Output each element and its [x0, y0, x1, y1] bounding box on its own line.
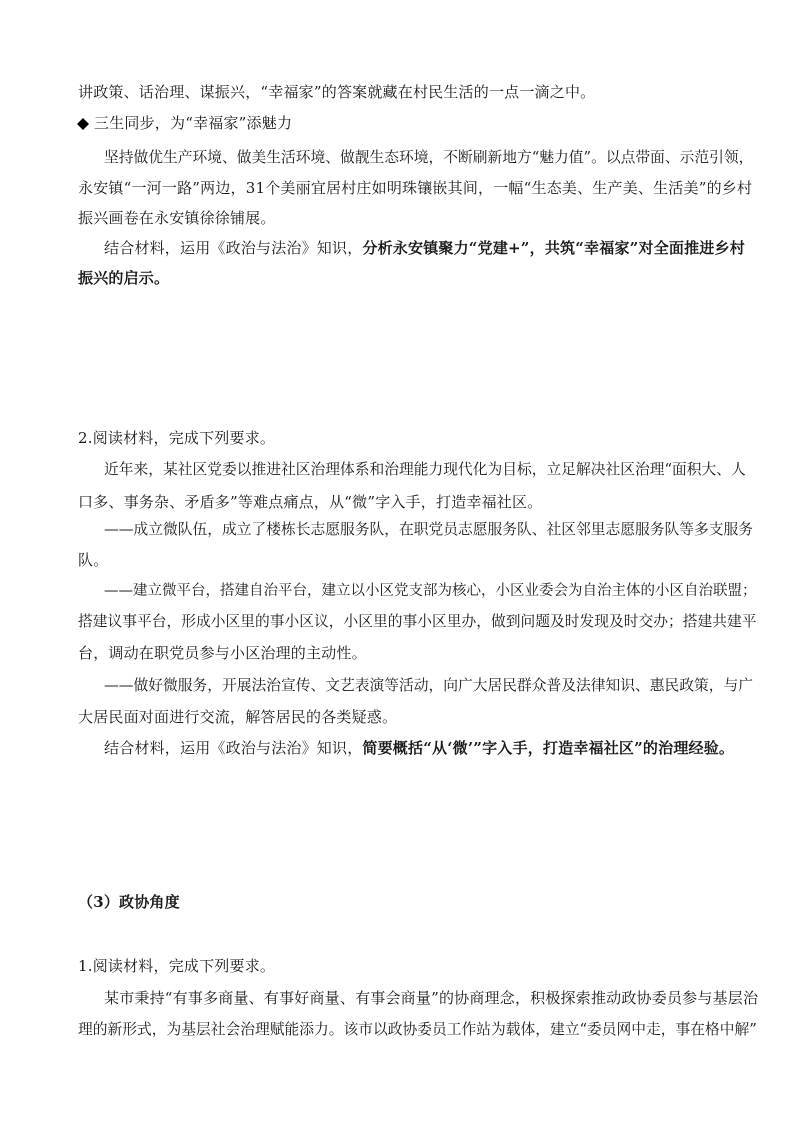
paragraph-line: 理的新形式，为基层社会治理赋能添力。该市以政协委员工作站为载体，建立“委员网中走，事在格中解” — [78, 1021, 757, 1038]
subheading — [78, 113, 292, 133]
paragraph-line: 大居民面对面进行交流，解答居民的各类疑惑。 — [78, 708, 398, 726]
paragraph-line: 台，调动在职党员参与小区治理的主动性。 — [78, 644, 367, 662]
diamond-bullet-icon — [77, 118, 89, 130]
paragraph-line: 队。 — [78, 551, 109, 569]
question-intro: 2.阅读材料，完成下列要求。 — [78, 429, 276, 447]
paragraph-line: 搭建议事平台，形成小区里的事小区议，小区里的事小区里办，做到问题及时发现及时交办；搭建共建平 — [78, 613, 757, 630]
question-line — [104, 738, 734, 758]
question-line — [104, 238, 745, 258]
question-bold-text: 分析永安镇聚力“党建+”，共筑“幸福家”对全面推进乡村 — [362, 239, 745, 257]
paragraph-line: 永安镇“一河一路”两边，31个美丽宜居村庄如明珠镶嵌其间，一幅“生态美、生产美、生活美”的乡村 — [78, 179, 753, 197]
question-normal-text: 结合材料，运用《政治与法治》知识， — [104, 739, 363, 757]
paragraph-line: ——成立微队伍，成立了楼栋长志愿服务队，在职党员志愿服务队、社区邻里志愿服务队等多支服务 — [104, 521, 753, 538]
paragraph-line: ——做好微服务，开展法治宣传、文艺表演等活动，向广大居民群众普及法律知识、惠民政策，与广 — [104, 677, 753, 694]
question-bold-text: 简要概括“从‘微’”字入手，打造幸福社区”的治理经验。 — [362, 739, 735, 757]
paragraph-line: 坚持做优生产环境、做美生活环境、做靓生态环境，不断刷新地方“魅力值”。以点带面、示范引领， — [104, 149, 754, 166]
section-heading: （3）政协角度 — [78, 893, 180, 911]
paragraph-line: 某市秉持“有事多商量、有事好商量、有事会商量”的协商理念，积极探索推动政协委员参与基层治 — [104, 989, 759, 1007]
subheading-text: 三生同步，为“幸福家”添魅力 — [94, 114, 293, 132]
paragraph-line: 振兴画卷在永安镇徐徐铺展。 — [78, 209, 276, 227]
paragraph-line: 近年来，某社区党委以推进社区治理体系和治理能力现代化为目标，立足解决社区治理“面积大、人 — [104, 461, 746, 478]
question-bold-line: 振兴的启示。 — [78, 269, 170, 287]
paragraph-line: ——建立微平台，搭建自治平台，建立以小区党支部为核心，小区业委会为自治主体的小区自治联盟； — [104, 583, 757, 599]
paragraph-line: 口多、事务杂、矛盾多”等难点痛点，从“微”字入手，打造幸福社区。 — [78, 493, 543, 511]
paragraph-line: 讲政策、话治理、谋振兴，“幸福家”的答案就藏在村民生活的一点一滴之中。 — [78, 83, 596, 101]
question-intro: 1.阅读材料，完成下列要求。 — [78, 957, 276, 975]
question-normal-text: 结合材料，运用《政治与法治》知识， — [104, 239, 363, 257]
